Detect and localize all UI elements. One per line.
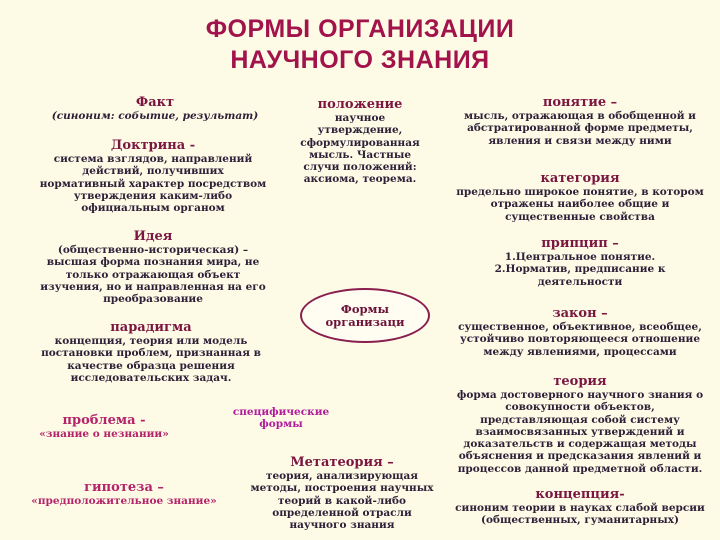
block-zakon	[448, 306, 712, 358]
page-title	[0, 14, 720, 76]
block-princip	[448, 236, 712, 288]
koncepciya-line-2: (общественных, гуманитарных)	[480, 514, 679, 527]
zakon-line-3: между явлениями, процессами	[483, 345, 677, 358]
polozhenie-line-5: случи положений:	[303, 161, 417, 174]
doktrina-heading: Доктрина -	[110, 138, 196, 153]
ideya-line-4: изучения, но и направленная на его	[40, 280, 266, 293]
metateoriya-line-4: определенной отрасли	[272, 506, 412, 519]
teoriya-line-7: процессов данной предметной области.	[457, 462, 703, 475]
ideya-heading: Идея	[133, 229, 173, 244]
koncepciya-line-1: синоним теории в науках слабой версии	[455, 502, 705, 514]
polozhenie-line-3: сформулированная	[300, 136, 420, 149]
center-ellipse	[300, 288, 430, 343]
block-specific-forms	[226, 406, 336, 430]
paradigma-line-4: исследовательских задач.	[70, 371, 232, 384]
block-fakt	[44, 95, 266, 122]
zakon-heading: закон –	[552, 306, 608, 321]
paradigma-line-1: концепция, теория или модель	[54, 335, 248, 347]
princip-heading: припцип –	[541, 236, 619, 251]
block-problema	[24, 413, 184, 440]
polozhenie-line-2: утверждение,	[317, 124, 403, 137]
ideya-line-2: высшая форма познания мира, не	[46, 256, 260, 269]
princip-line-1: 1.Центральное понятие.	[504, 251, 656, 263]
paradigma-line-2: постановки проблем, признанная в	[41, 347, 261, 360]
paradigma-line-3: качестве образца решения	[67, 359, 235, 372]
ponyatie-heading: понятие –	[542, 95, 618, 110]
gipoteza-line-1: «предположительное знание»	[31, 495, 217, 507]
ideya-line-1: (общественно-историческая) –	[57, 244, 249, 256]
koncepciya-heading: концепция-	[535, 487, 625, 502]
metateoriya-heading: Метатеория –	[290, 455, 394, 470]
block-koncepciya	[448, 487, 712, 527]
block-teoriya	[448, 374, 712, 475]
polozhenie-line-1: научное	[334, 112, 386, 124]
problema-heading: проблема -	[62, 413, 146, 428]
title-line-1: ФОРМЫ ОРГАНИЗАЦИИ	[205, 15, 515, 43]
block-polozhenie	[292, 97, 428, 186]
teoriya-line-5: доказательств и содержащая методы	[463, 438, 697, 451]
metateoriya-line-1: теория, анализирующая	[265, 470, 419, 482]
princip-line-2: 2.Норматив, предписание к	[494, 263, 666, 276]
ponyatie-line-2: абстратированной форме предметы,	[467, 122, 693, 135]
polozhenie-line-6: аксиома, теорема.	[303, 173, 417, 186]
center-line-1: Формы	[340, 301, 390, 316]
doktrina-line-2: действий, получивших	[82, 165, 224, 178]
gipoteza-heading: гипотеза –	[84, 480, 164, 495]
paradigma-heading: парадигма	[110, 320, 192, 335]
title-line-2: НАУЧНОГО ЗНАНИЯ	[230, 46, 490, 74]
teoriya-line-1: форма достоверного научного знания о	[456, 389, 704, 401]
metateoriya-line-2: методы, построения научных	[250, 482, 434, 495]
block-gipoteza	[24, 480, 224, 507]
teoriya-heading: теория	[553, 374, 607, 389]
kategoriya-line-1: предельно широкое понятие, в котором	[456, 186, 704, 198]
ideya-line-3: только отражающая объект	[65, 268, 241, 281]
ideya-line-5: преобразование	[103, 293, 203, 306]
metateoriya-line-3: теорий в какой-либо	[277, 494, 407, 507]
doktrina-line-1: система взглядов, направлений	[53, 153, 253, 165]
teoriya-line-3: представляющая собой систему	[480, 413, 680, 426]
zakon-line-2: устойчиво повторяющееся отношение	[459, 333, 701, 346]
polozhenie-heading: положение	[317, 97, 403, 112]
metateoriya-line-5: научного знания	[289, 519, 395, 532]
doktrina-line-3: нормативный характер посредством	[39, 177, 267, 190]
teoriya-line-4: взаимосвязанных утверждений и	[475, 425, 685, 438]
ponyatie-line-3: явления и связи между ними	[488, 134, 672, 147]
center-line-2: организаци	[325, 314, 405, 329]
doktrina-line-4: утверждения каким-либо	[73, 189, 233, 202]
problema-line-1: «знание о незнании»	[39, 428, 169, 440]
doktrina-line-5: официальным органом	[81, 202, 225, 215]
specific-line-2: формы	[259, 418, 303, 430]
kategoriya-line-2: отражены наиболее общие и	[490, 198, 670, 211]
block-ideya	[34, 229, 272, 305]
specific-line-1: специфические	[232, 406, 330, 418]
teoriya-line-2: совокупности объектов,	[505, 401, 655, 414]
block-kategoriya	[448, 171, 712, 223]
block-paradigma	[30, 320, 272, 384]
fakt-heading: Факт	[135, 95, 175, 110]
block-ponyatie	[448, 95, 712, 147]
ponyatie-line-1: мысль, отражающая в обобщенной и	[464, 110, 696, 122]
block-metateoriya	[244, 455, 440, 531]
princip-line-3: деятельности	[537, 275, 623, 288]
zakon-line-1: существенное, объективное, всеобщее,	[458, 321, 702, 333]
kategoriya-heading: категория	[540, 171, 620, 186]
fakt-line-1: (синоним: событие, результат)	[51, 110, 259, 122]
block-doktrina	[34, 138, 272, 214]
kategoriya-line-3: существенные свойства	[505, 210, 655, 223]
teoriya-line-6: объяснения и предсказания явлений и	[458, 450, 702, 463]
polozhenie-line-4: мысль. Частные	[308, 148, 412, 161]
